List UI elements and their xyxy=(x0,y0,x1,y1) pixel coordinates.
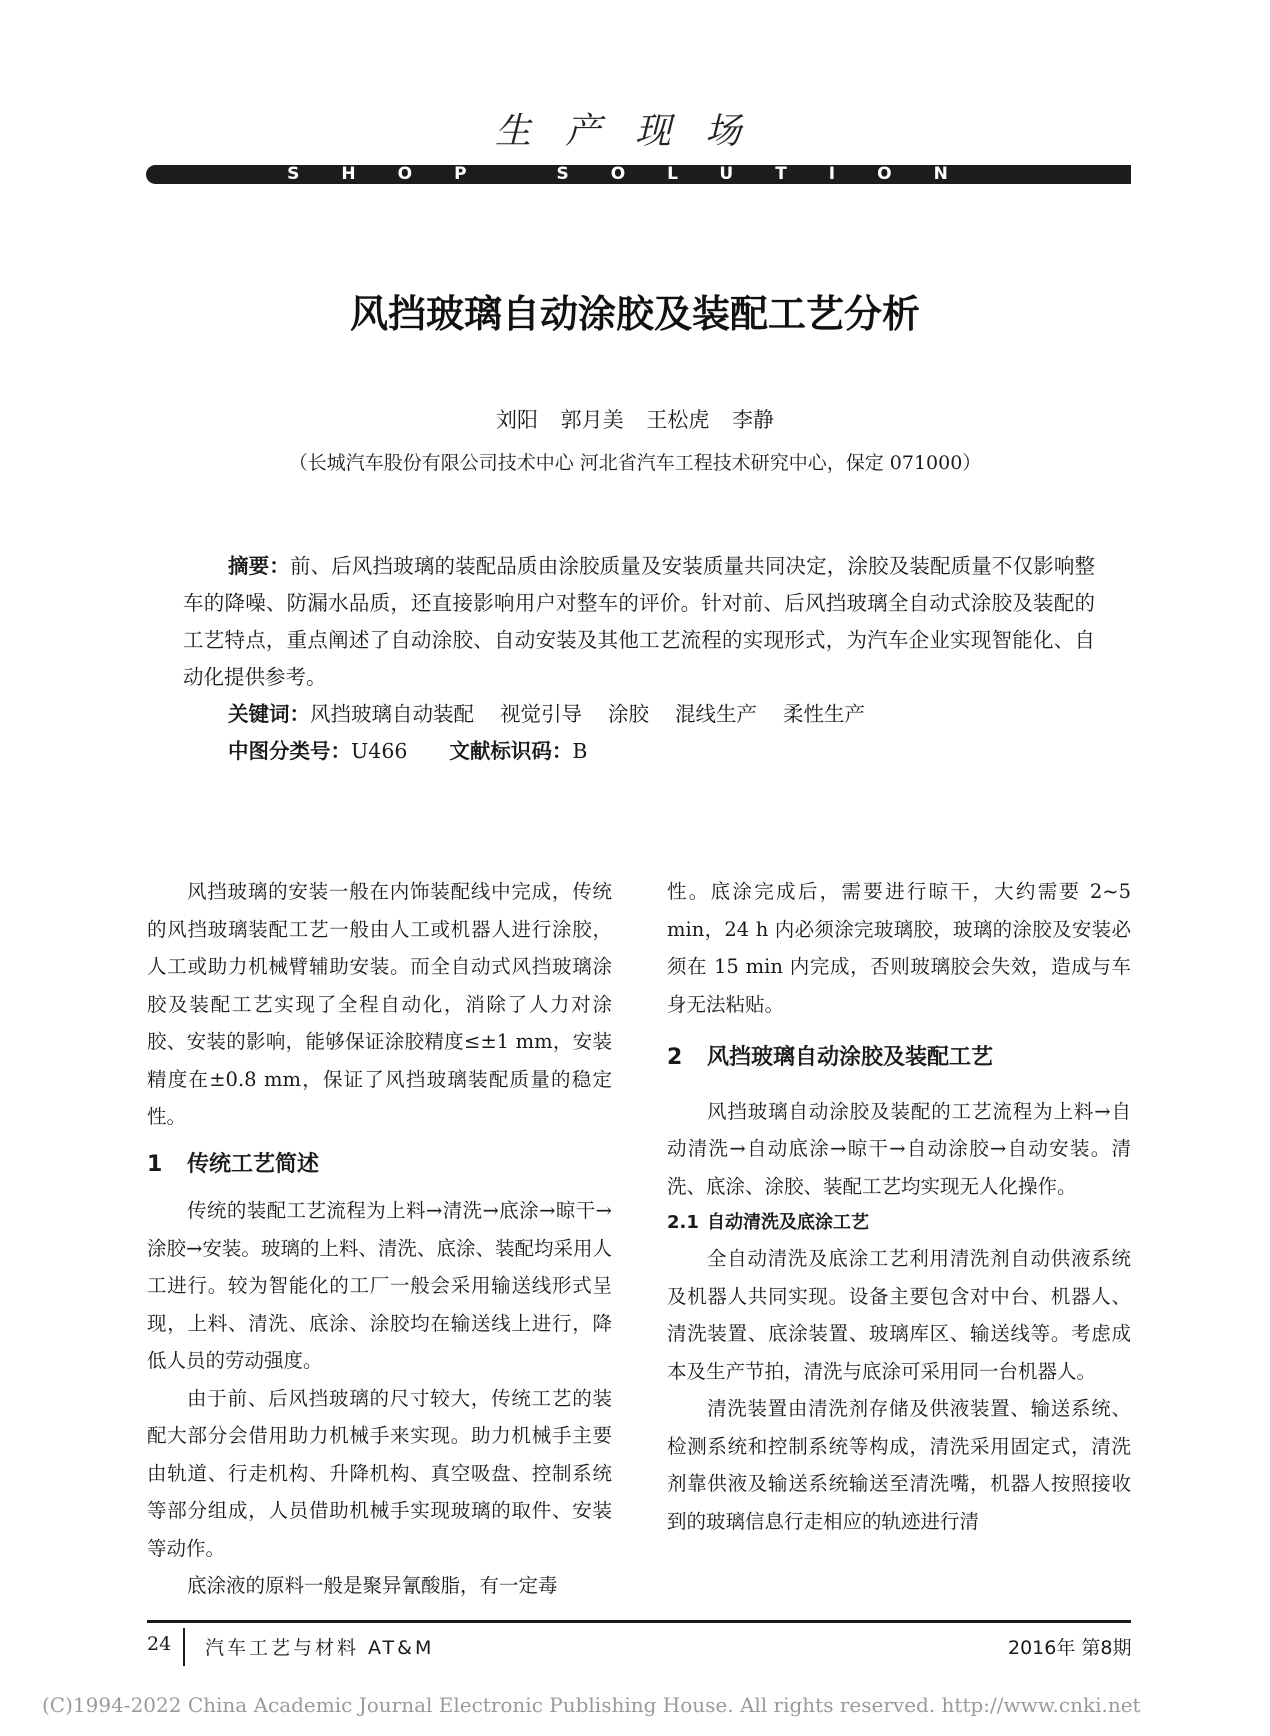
author: 刘阳 xyxy=(496,408,539,432)
body-column-left xyxy=(147,873,612,1605)
keyword: 柔性生产 xyxy=(783,702,865,726)
paragraph: 底涂液的原料一般是聚异氰酸脂，有一定毒 xyxy=(187,1574,558,1597)
keyword: 风挡玻璃自动装配 xyxy=(310,702,474,726)
section-banner xyxy=(146,165,1131,184)
section-number: 2 xyxy=(667,1045,683,1070)
keyword: 视觉引导 xyxy=(500,702,582,726)
abstract-label: 摘要： xyxy=(228,554,290,578)
clc-label: 中图分类号： xyxy=(228,739,351,763)
paragraph: 由于前、后风挡玻璃的尺寸较大，传统工艺的装配大部分会借用助力机械手来实现。助力机械手主要由轨道、行走机构、升降机构、真空吸盘、控制系统等部分组成，人员借助机械手实现玻璃的取件、安装等动作。 xyxy=(147,1386,612,1560)
section-heading-text: 自动清洗及底涂工艺 xyxy=(707,1212,869,1233)
section-number: 1 xyxy=(147,1151,163,1177)
section-number: 2.1 xyxy=(667,1212,699,1233)
paragraph: 性。底涂完成后，需要进行晾干，大约需要 2~5 min，24 h 内必须涂完玻璃胶，玻璃的涂胶及安装必须在 15 min 内完成，否则玻璃胶会失效，造成与车身无法粘贴。 xyxy=(667,880,1131,1016)
abstract xyxy=(183,548,1095,696)
paragraph: 清洗装置由清洗剂存储及供液装置、输送系统、检测系统和控制系统等构成，清洗采用固定式，清洗剂靠供液及输送系统输送至清洗嘴，机器人按照接收到的玻璃信息行走相应的轨迹进行清 xyxy=(667,1397,1131,1533)
section-heading-1 xyxy=(147,1146,612,1184)
body-column-right xyxy=(667,873,1131,1540)
paragraph: 传统的装配工艺流程为上料→清洗→底涂→晾干→涂胶→安装。玻璃的上料、清洗、底涂、装配均采用人工进行。较为智能化的工厂一般会采用输送线形式呈现，上料、清洗、底涂、涂胶均在输送线上进行，降低人员的劳动强度。 xyxy=(147,1199,612,1372)
paragraph: 全自动清洗及底涂工艺利用清洗剂自动供液系统及机器人共同实现。设备主要包含对中台、机器人、清洗装置、底涂装置、玻璃库区、输送线等。考虑成本及生产节拍，清洗与底涂可采用同一台机器人。 xyxy=(667,1247,1131,1383)
section-title-cn: 生产现场 xyxy=(494,111,775,152)
author-list xyxy=(0,404,1270,434)
author: 李静 xyxy=(731,408,774,432)
clc-value: U466 xyxy=(351,739,408,763)
section-heading-2 xyxy=(667,1039,1131,1077)
copyright-notice: (C)1994-2022 China Academic Journal Electronic Publishing House. All rights reserved. http://www.cnki.net xyxy=(42,1693,1141,1717)
author: 王松虎 xyxy=(646,408,710,432)
classification xyxy=(228,733,1098,770)
keywords xyxy=(228,696,1098,733)
paragraph: 风挡玻璃的安装一般在内饰装配线中完成，传统的风挡玻璃装配工艺一般由人工或机器人进行涂胶，人工或助力机械臂辅助安装。而全自动式风挡玻璃涂胶及装配工艺实现了全程自动化，消除了人力对涂胶、安装的影响，能够保证涂胶精度≤±1 mm，安装精度在±0.8 mm，保证了风挡玻璃装配质量的稳定性。 xyxy=(147,880,612,1128)
footer-divider xyxy=(183,1628,185,1666)
issue-label: 2016年 第8期 xyxy=(1008,1637,1132,1659)
footer-rule xyxy=(147,1620,1131,1623)
keyword: 涂胶 xyxy=(608,702,649,726)
keywords-label: 关键词： xyxy=(228,702,310,726)
article-title: 风挡玻璃自动涂胶及装配工艺分析 xyxy=(349,292,920,336)
section-title-en: SHOP SOLUTION xyxy=(287,164,990,184)
paragraph: 风挡玻璃自动涂胶及装配的工艺流程为上料→自动清洗→自动底涂→晾干→自动涂胶→自动安装。清洗、底涂、涂胶、装配工艺均实现无人化操作。 xyxy=(667,1099,1131,1198)
keyword: 混线生产 xyxy=(675,702,757,726)
abstract-text: 前、后风挡玻璃的装配品质由涂胶质量及安装质量共同决定，涂胶及装配质量不仅影响整车的降噪、防漏水品质，还直接影响用户对整车的评价。针对前、后风挡玻璃全自动式涂胶及装配的工艺特点，重点阐述了自动涂胶、自动安装及其他工艺流程的实现形式，为汽车企业实现智能化、自动化提供参考。 xyxy=(183,554,1096,689)
section-heading-text: 传统工艺简述 xyxy=(187,1151,320,1177)
author: 郭月美 xyxy=(560,408,624,432)
affiliation: （长城汽车股份有限公司技术中心 河北省汽车工程技术研究中心，保定 071000） xyxy=(288,452,982,474)
page-number: 24 xyxy=(147,1633,172,1655)
doc-code-value: B xyxy=(572,739,588,763)
subsection-heading-2-1 xyxy=(667,1205,1131,1240)
section-heading-text: 风挡玻璃自动涂胶及装配工艺 xyxy=(707,1045,994,1070)
doc-code-label: 文献标识码： xyxy=(449,739,573,763)
journal-name: 汽车工艺与材料 AT&M xyxy=(205,1637,435,1659)
